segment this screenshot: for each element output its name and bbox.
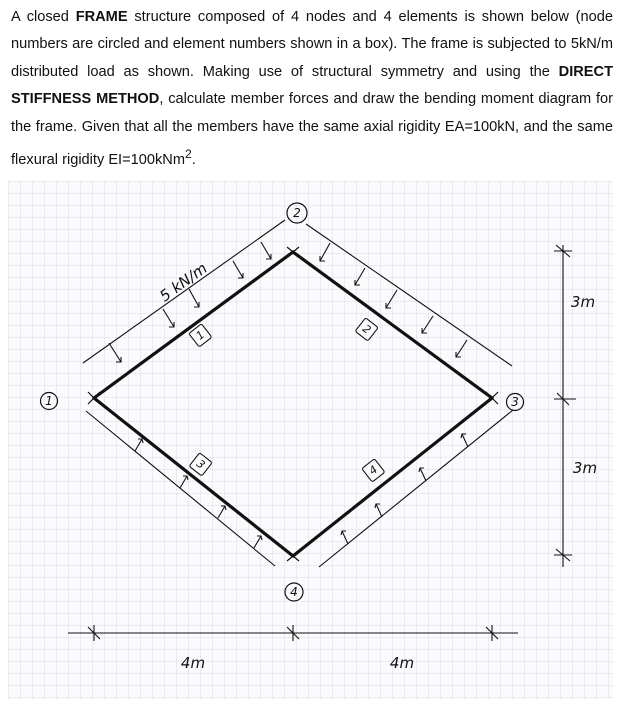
problem-bold-method: DIRECT STIFFNESS METHOD — [11, 63, 613, 108]
dimension-horizontal-left: 4m — [180, 654, 206, 672]
graph-paper-grid — [8, 181, 613, 699]
problem-statement — [11, 4, 613, 174]
node-label-1: 1 — [45, 394, 53, 408]
problem-text-1: A closed — [11, 9, 76, 25]
problem-text-4: . — [191, 151, 196, 168]
frame-figure — [8, 181, 613, 699]
element-label-4: 4 — [366, 463, 381, 478]
element-label-1: 1 — [193, 328, 208, 343]
problem-text-2: structure composed of 4 nodes and 4 elements is shown below (node numbers are circled and element numbers shown in a box). The frame is subjected to 5kN/m distributed load as shown. Making use of structural symmetry and using the — [11, 9, 613, 80]
node-label-4: 4 — [290, 585, 298, 599]
dimension-vertical-top: 3m — [570, 293, 596, 311]
dimension-vertical-bottom: 3m — [572, 459, 598, 477]
problem-text-3: , calculate member forces and draw the bending moment diagram for the frame. Given that all the members have the same axial rigidity EA=100kN, and the same flexural rigidity EI=100kNm — [11, 91, 613, 168]
node-label-3: 3 — [511, 395, 519, 409]
element-label-3: 3 — [193, 457, 208, 472]
node-label-2: 2 — [293, 206, 301, 220]
load-label: 5 kN/m — [156, 259, 211, 306]
problem-bold-frame: FRAME — [75, 9, 128, 25]
problem-superscript: 2 — [184, 147, 192, 162]
element-label-2: 2 — [359, 322, 374, 337]
dimension-horizontal-right: 4m — [389, 654, 415, 672]
